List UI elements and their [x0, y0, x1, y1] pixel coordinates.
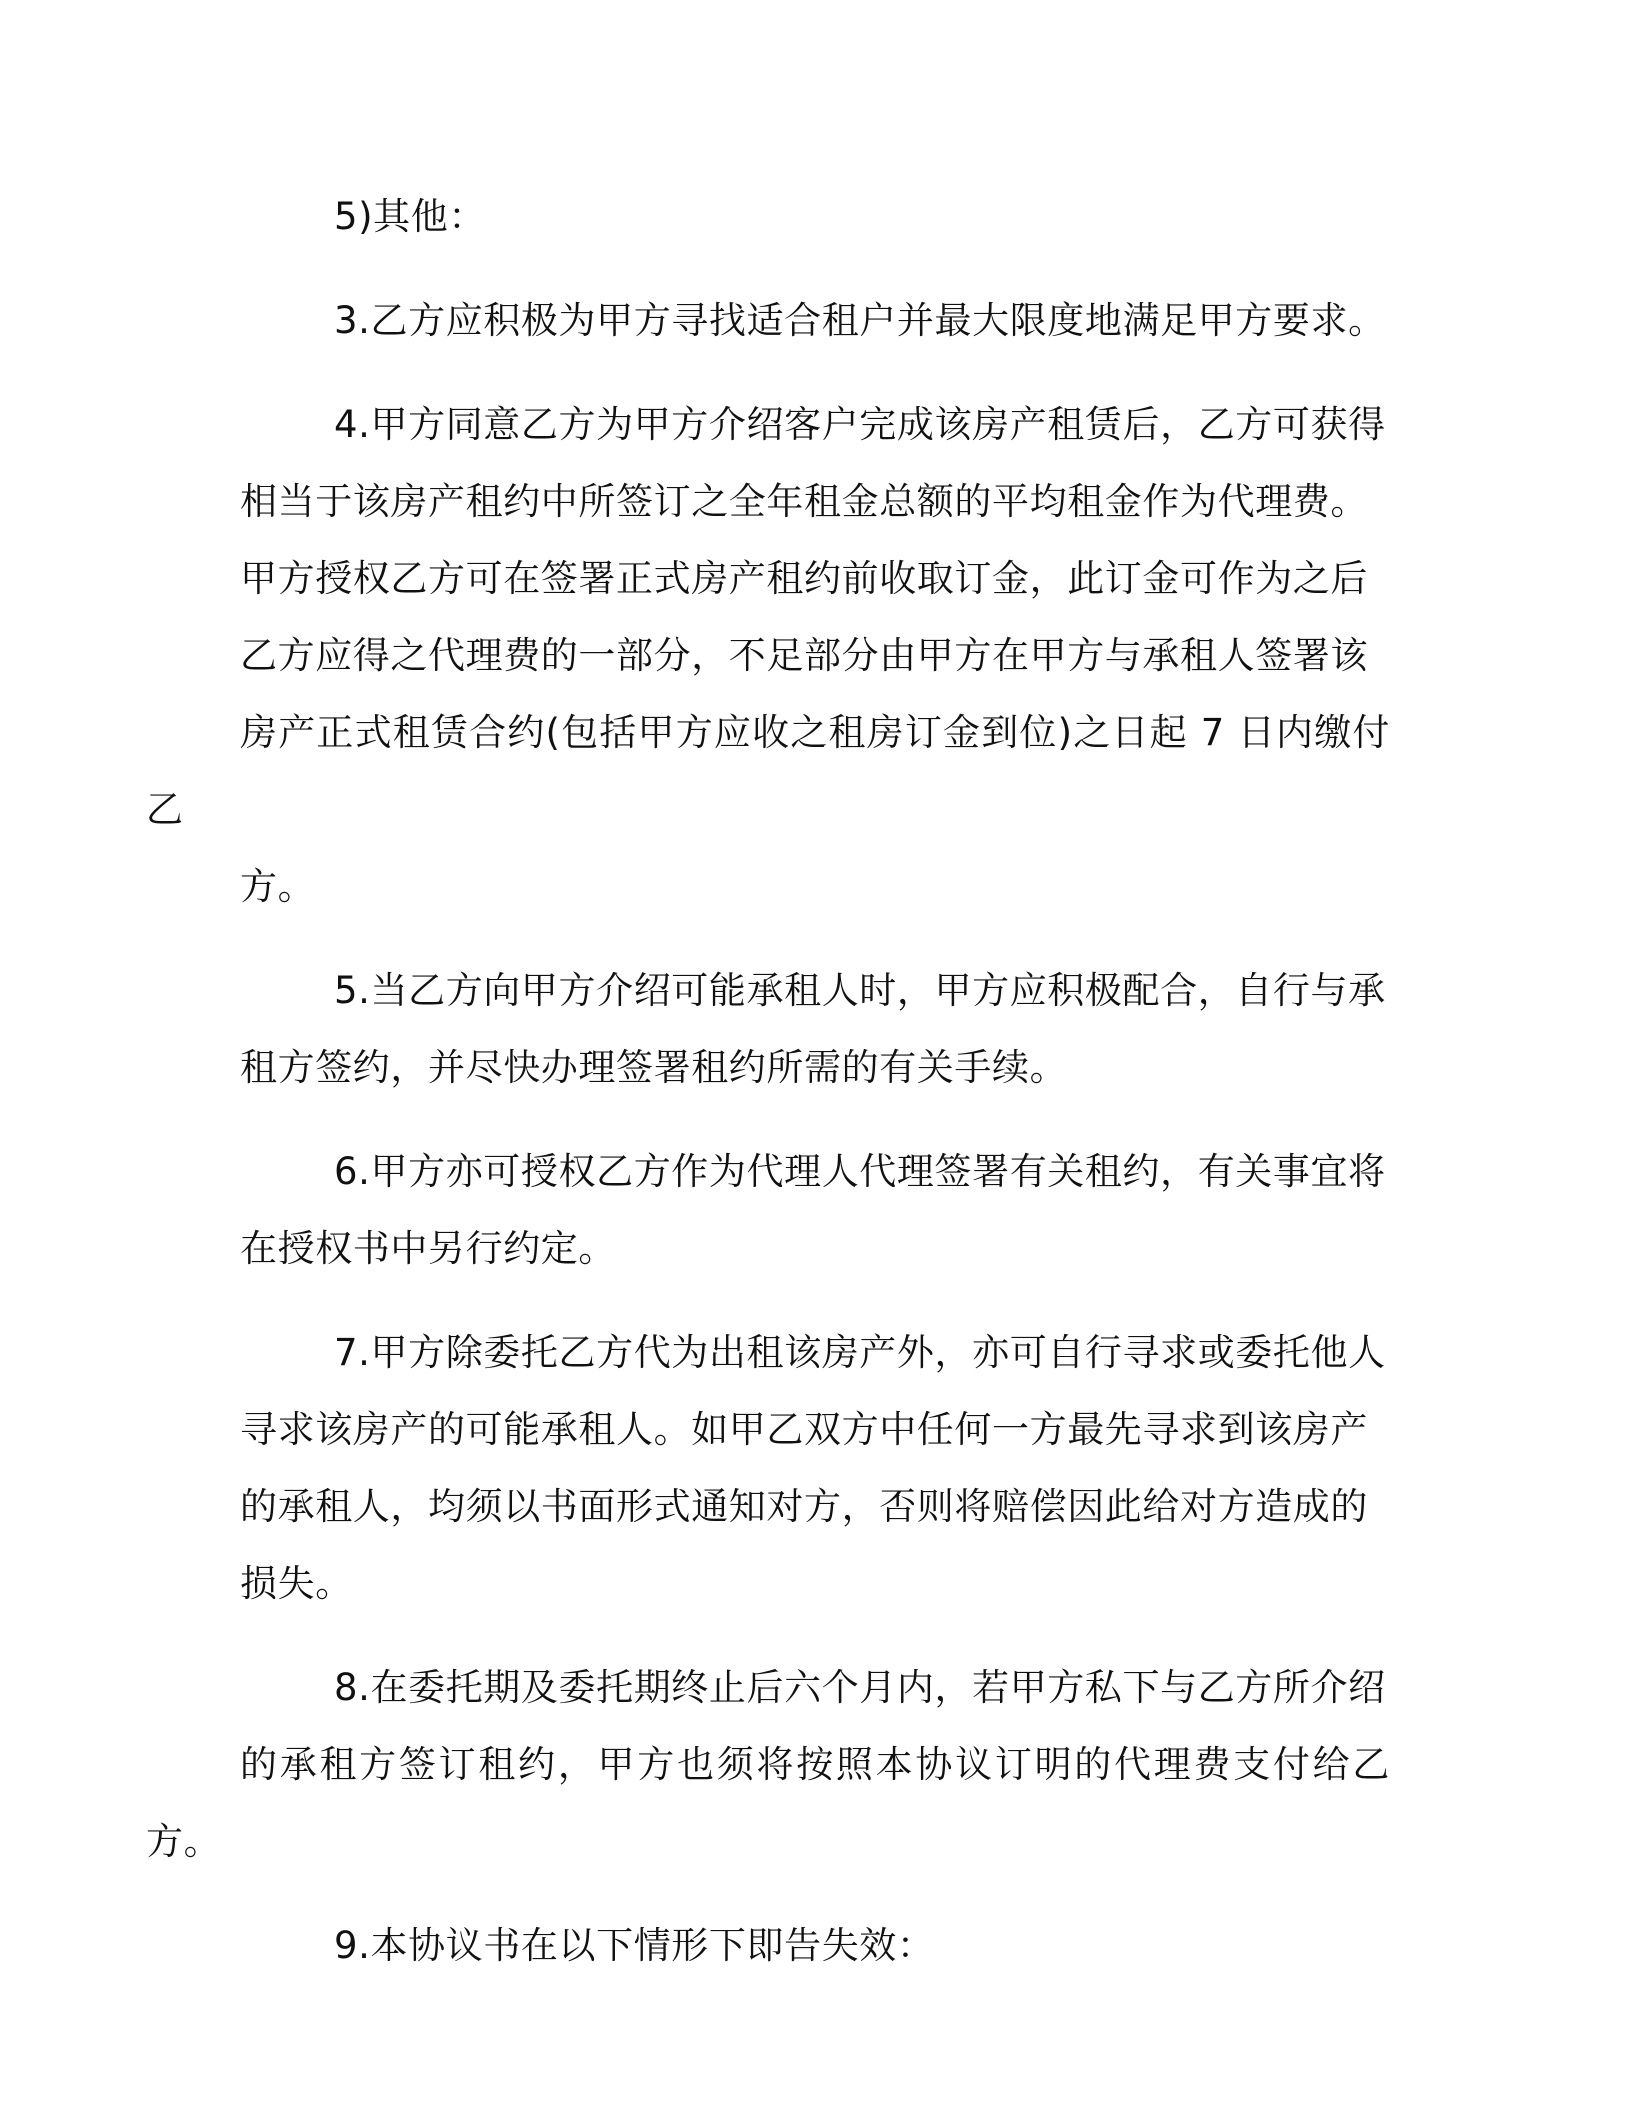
text-line: 寻求该房产的可能承租人。如甲乙双方中任何一方最先寻求到该房产 — [240, 1408, 1368, 1451]
text-line: 8.在委托期及委托期终止后六个月内，若甲方私下与乙方所介绍 — [334, 1666, 1386, 1709]
paragraph-item-5-other — [240, 178, 1390, 255]
text-line: 的承租方签订租约，甲方也须将按照本协议订明的代理费支付给乙方。 — [146, 1743, 1390, 1863]
text-line: 6.甲方亦可授权乙方作为代理人代理签署有关租约，有关事宜将 — [334, 1150, 1386, 1193]
text-line: 房产正式租赁合约(包括甲方应收之租房订金到位)之日起 7 日内缴付乙 — [146, 711, 1390, 831]
text-line: 7.甲方除委托乙方代为出租该房产外，亦可自行寻求或委托他人 — [334, 1331, 1386, 1374]
text-line: 3.乙方应积极为甲方寻找适合租户并最大限度地满足甲方要求。 — [334, 299, 1386, 342]
text-line: 甲方授权乙方可在签署正式房产租约前收取订金，此订金可作为之后 — [240, 557, 1368, 600]
paragraph-clause-8 — [146, 1649, 1390, 1880]
paragraph-clause-4 — [146, 386, 1390, 925]
paragraph-clause-9 — [240, 1907, 1390, 1984]
text-line: 乙方应得之代理费的一部分，不足部分由甲方在甲方与承租人签署该 — [240, 634, 1368, 677]
text-line: 5)其他： — [334, 195, 486, 238]
paragraph-clause-6 — [240, 1133, 1390, 1287]
text-line: 的承租人，均须以书面形式通知对方，否则将赔偿因此给对方造成的 — [240, 1485, 1368, 1528]
text-line: 方。 — [240, 865, 316, 908]
text-line: 相当于该房产租约中所签订之全年租金总额的平均租金作为代理费。 — [240, 480, 1368, 523]
paragraph-clause-5 — [240, 952, 1390, 1106]
text-line: 4.甲方同意乙方为甲方介绍客户完成该房产租赁后，乙方可获得 — [334, 403, 1386, 446]
text-line: 9.本协议书在以下情形下即告失效： — [334, 1924, 935, 1967]
text-line: 在授权书中另行约定。 — [240, 1227, 616, 1270]
text-line: 租方签约，并尽快办理签署租约所需的有关手续。 — [240, 1046, 1068, 1089]
paragraph-clause-3 — [240, 282, 1390, 359]
text-line: 5.当乙方向甲方介绍可能承租人时，甲方应积极配合，自行与承 — [334, 969, 1386, 1012]
paragraph-clause-7 — [240, 1314, 1390, 1622]
document-body — [146, 178, 1390, 2011]
text-line: 损失。 — [240, 1562, 353, 1605]
